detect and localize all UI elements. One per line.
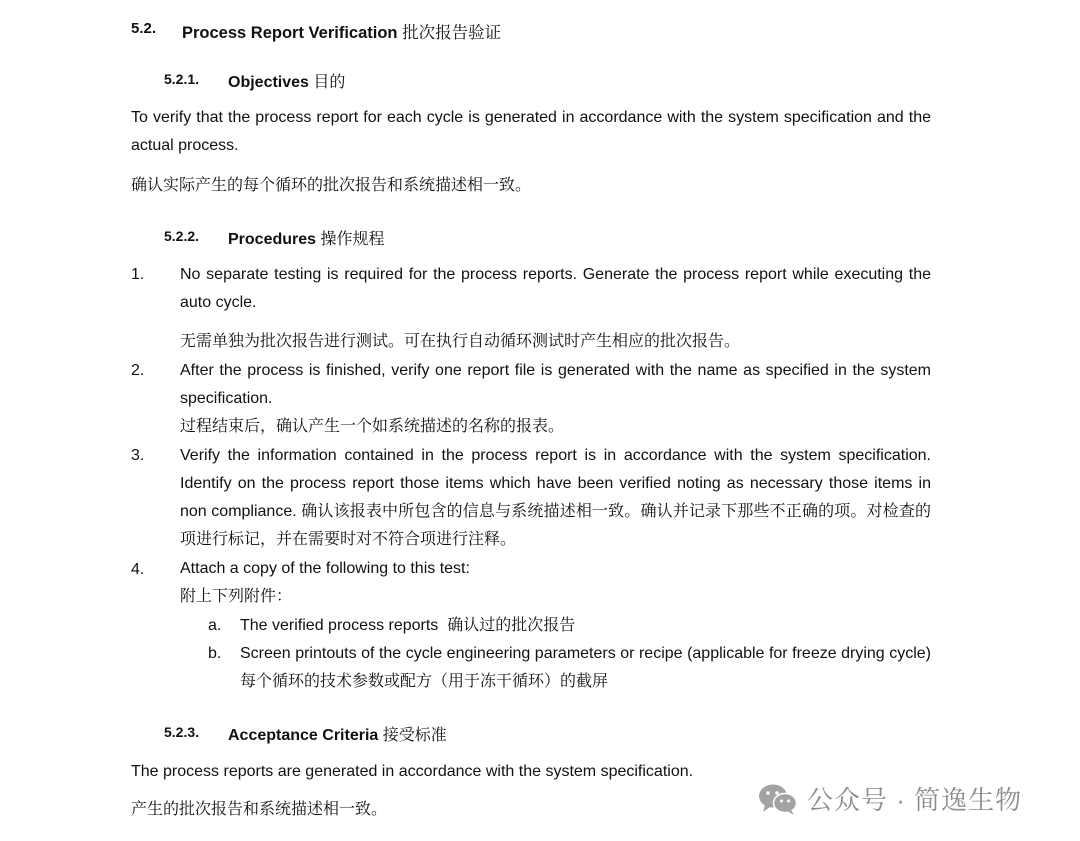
acceptance-heading [228,722,447,745]
procedures-title-cn: 操作规程 [320,231,385,248]
procedure-item-2-text-en: After the process is finished, verify one report file is generated with the name as specified in the system specification. [180,362,931,407]
procedures-title-en: Procedures [228,231,317,248]
objectives-title-en: Objectives [228,74,309,91]
acceptance-title-en: Acceptance Criteria [228,727,379,744]
procedure-item-number: 3. [131,447,145,464]
procedure-item-4-text-cn: 附上下列附件： [180,588,293,605]
acceptance-title-cn: 接受标准 [382,727,447,744]
sub-item-letter: a. [208,617,222,634]
procedure-item-3-text-en: Verify the information contained in the process report is in accordance with the system specification. Identify on the process report those items which have been verified noting as necessary those items in non compliance. [180,447,931,520]
section-title-cn: 批次报告验证 [402,24,502,42]
procedure-item-3-text-cn: 确认该报表中所包含的信息与系统描述相一致。确认并记录下那些不正确的项。对检查的项进行标记，并在需要时对不符合项进行注释。 [180,503,931,548]
procedure-item-1-text-cn: 无需单独为批次报告进行测试。可在执行自动循环测试时产生相应的批次报告。 [180,333,741,350]
objectives-title-cn: 目的 [313,74,346,91]
sub-item-a-text [240,612,931,640]
objectives-number: 5.2.1. [164,71,200,87]
sub-item-b-text [240,640,931,696]
objectives-heading [228,69,345,92]
procedures-number: 5.2.2. [164,228,200,244]
watermark [757,780,1022,817]
objectives-text-cn: 确认实际产生的每个循环的批次报告和系统描述相一致。 [131,177,532,194]
section-title-en: Process Report Verification [182,24,398,42]
sub-item-b-text-en: Screen printouts of the cycle engineering parameters or recipe (applicable for freeze drying cycle) [240,645,931,662]
procedure-item-number: 1. [131,266,145,283]
sub-item-a-text-en: The verified process reports [240,617,439,634]
acceptance-number: 5.2.3. [164,724,200,740]
procedure-item-number: 4. [131,561,145,578]
sub-item-letter: b. [208,645,222,662]
objectives-text-en: To verify that the process report for each cycle is generated in accordance with the system specification and the actual process. [131,109,931,154]
acceptance-text-cn: 产生的批次报告和系统描述相一致。 [131,801,388,818]
wechat-icon [757,782,799,816]
procedure-item-1-text-en: No separate testing is required for the process reports. Generate the process report while executing the auto cycle. [180,266,931,311]
sub-item-a-text-cn: 确认过的批次报告 [447,617,576,634]
procedures-heading [228,226,385,249]
acceptance-text-en: The process reports are generated in accordance with the system specification. [131,763,694,780]
watermark-text: 公众号 · 简逸生物 [807,785,1023,815]
section-title [182,19,501,43]
procedure-item-3-text [180,442,931,554]
procedure-item-2-text-cn: 过程结束后，确认产生一个如系统描述的名称的报表。 [180,418,565,435]
procedure-item-number: 2. [131,362,145,379]
sub-item-b-text-cn: 每个循环的技术参数或配方（用于冻干循环）的截屏 [240,673,609,690]
procedure-item-4-text-en: Attach a copy of the following to this test: [180,560,470,577]
section-number: 5.2. [131,20,157,37]
